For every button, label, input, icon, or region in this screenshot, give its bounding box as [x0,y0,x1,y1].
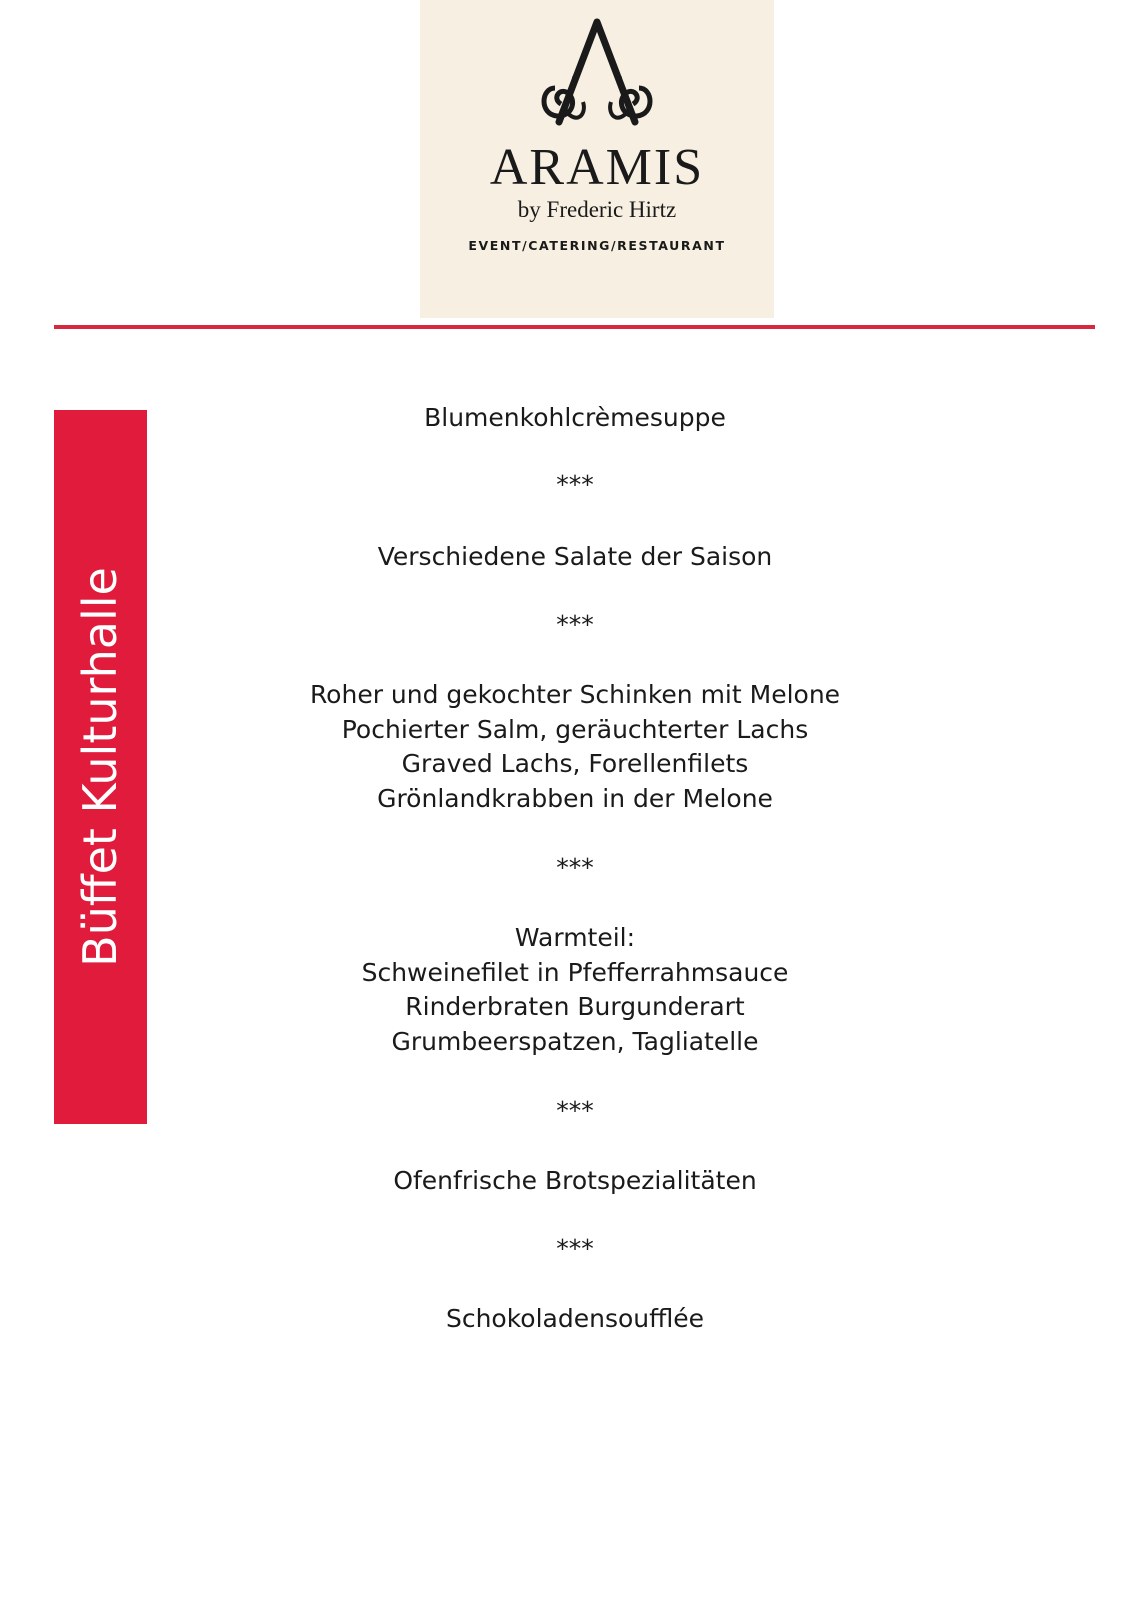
menu-item-cold-2: Pochierter Salm, geräuchterter Lachs [341,715,809,744]
menu-item-warm-heading: Warmteil: [514,923,636,952]
menu-item-cold-4: Grönlandkrabben in der Melone [377,784,773,813]
menu-item-bread: Ofenfrische Brotspezialitäten [393,1166,757,1195]
menu-item-cold-3: Graved Lachs, Forellenfilets [401,749,749,778]
menu-separator: *** [556,853,594,882]
menu-item-salads: Verschiedene Salate der Saison [377,542,773,571]
menu-item-dessert: Schokoladensoufflée [445,1304,705,1333]
menu-separator: *** [556,1096,594,1125]
logo [420,0,774,318]
side-banner [54,410,147,1124]
logo-name: ARAMIS [489,139,705,196]
aramis-monogram-icon [537,18,657,133]
menu-item-warm-3: Grumbeerspatzen, Tagliatelle [391,1027,759,1056]
header-divider [54,325,1095,329]
menu-item-soup: Blumenkohlcrèmesuppe [424,403,726,432]
logo-tagline: EVENT/CATERING/RESTAURANT [468,238,726,253]
logo-byline: by Frederic Hirtz [517,197,677,222]
menu-item-warm-2: Rinderbraten Burgunderart [405,992,745,1021]
menu-separator: *** [556,470,594,499]
banner-title: Büffet Kulturhalle [73,567,127,967]
menu-item-warm-1: Schweinefilet in Pfefferrahmsauce [361,958,789,987]
menu-item-cold-1: Roher und gekochter Schinken mit Melone [309,680,841,709]
menu-separator: *** [556,1234,594,1263]
menu-separator: *** [556,610,594,639]
